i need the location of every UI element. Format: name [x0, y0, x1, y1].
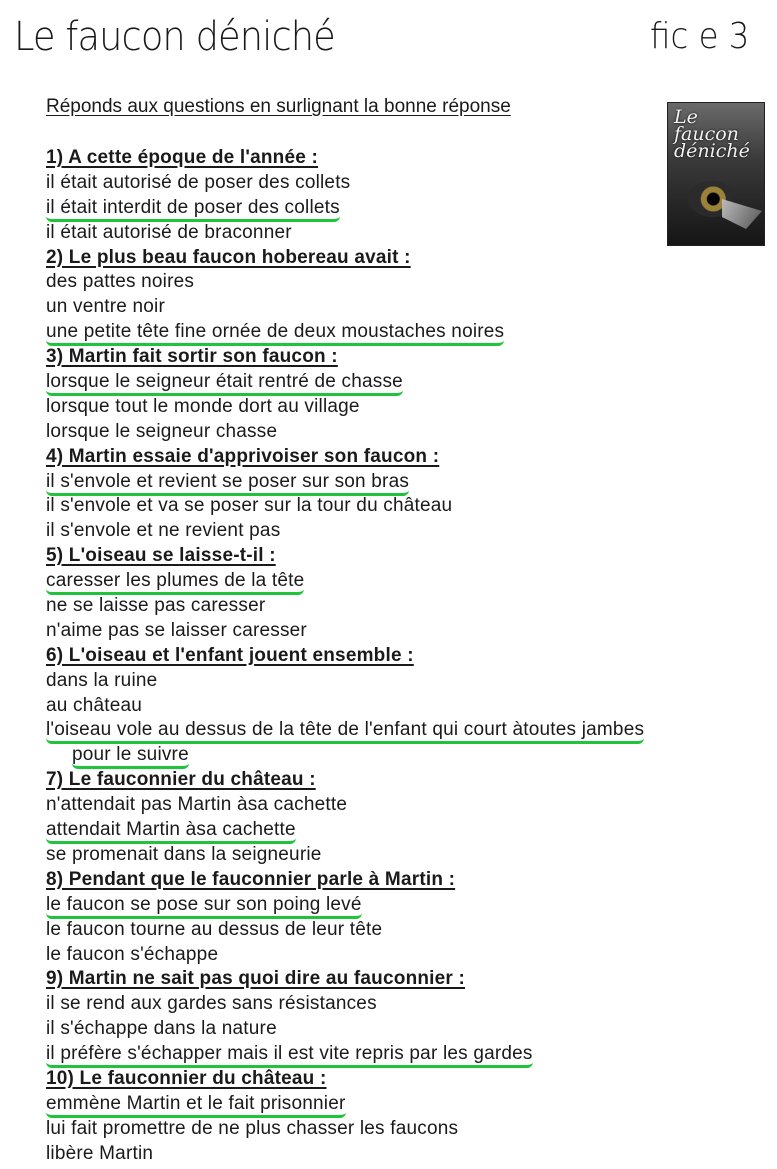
- answer-option[interactable]: [46, 694, 756, 719]
- answer-text: il s'envole et revient se poser sur son bras: [46, 471, 409, 496]
- answer-text: le faucon tourne au dessus de leur tête: [46, 918, 383, 940]
- answer-option-highlighted[interactable]: [46, 1042, 756, 1067]
- answer-option[interactable]: [46, 1117, 756, 1142]
- worksheet-title: Le faucon déniché: [14, 14, 335, 60]
- answer-option[interactable]: [46, 594, 756, 619]
- sheet-number: fic e 3: [649, 16, 749, 57]
- answer-option[interactable]: [46, 943, 756, 968]
- answer-option[interactable]: [46, 171, 756, 196]
- question-text: 8) Pendant que le fauconnier parle à Martin :: [46, 868, 456, 890]
- question-4: [46, 445, 756, 470]
- answer-text: le faucon s'échappe: [46, 943, 219, 965]
- answer-text: dans la ruine: [46, 669, 158, 691]
- answer-option[interactable]: [46, 843, 756, 868]
- answer-text: un ventre noir: [46, 296, 165, 318]
- answer-text: n'aime pas se laisser caresser: [46, 619, 307, 641]
- question-9: [46, 967, 756, 992]
- answer-option[interactable]: [46, 992, 756, 1017]
- book-cover-title: Le faucon déniché: [674, 106, 750, 162]
- answer-option-highlighted[interactable]: [46, 743, 756, 768]
- answer-option-highlighted[interactable]: [46, 569, 756, 594]
- answer-option[interactable]: [46, 793, 756, 818]
- question-list: [46, 146, 756, 1167]
- answer-option[interactable]: [46, 1017, 756, 1042]
- answer-text: des pattes noires: [46, 271, 195, 293]
- answer-text: il s'envole et va se poser sur la tour du château: [46, 495, 453, 517]
- question-8: [46, 868, 756, 893]
- answer-option[interactable]: [46, 395, 756, 420]
- answer-text: attendait Martin àsa cachette: [46, 819, 296, 844]
- answer-text: ne se laisse pas caresser: [46, 595, 266, 617]
- answer-text: il était autorisé de poser des collets: [46, 171, 351, 193]
- answer-option-highlighted[interactable]: [46, 370, 756, 395]
- answer-option-highlighted[interactable]: [46, 320, 756, 345]
- answer-text: il préfère s'échapper mais il est vite repris par les gardes: [46, 1043, 533, 1068]
- instructions: Réponds aux questions en surlignant la bonne réponse: [46, 96, 511, 117]
- answer-text: le faucon se pose sur son poing levé: [46, 894, 362, 919]
- question-5: [46, 544, 756, 569]
- answer-text: il était autorisé de braconner: [46, 221, 292, 243]
- answer-text: n'attendait pas Martin àsa cachette: [46, 794, 348, 816]
- answer-text: libère Martin: [46, 1142, 154, 1164]
- question-3: [46, 345, 756, 370]
- question-text: 2) Le plus beau faucon hobereau avait :: [46, 246, 411, 268]
- answer-text: se promenait dans la seigneurie: [46, 843, 322, 865]
- answer-option-highlighted[interactable]: [46, 718, 756, 743]
- question-1: [46, 146, 756, 171]
- answer-text: au château: [46, 694, 143, 716]
- question-7: [46, 768, 756, 793]
- answer-text: lui fait promettre de ne plus chasser les faucons: [46, 1117, 459, 1139]
- answer-text: l'oiseau vole au dessus de la tête de l'enfant qui court àtoutes jambes: [46, 719, 644, 744]
- answer-option[interactable]: [46, 1142, 756, 1167]
- answer-option[interactable]: [46, 494, 756, 519]
- answer-option[interactable]: [46, 619, 756, 644]
- question-6: [46, 644, 756, 669]
- question-2: [46, 246, 756, 271]
- answer-option[interactable]: [46, 918, 756, 943]
- answer-option[interactable]: [46, 295, 756, 320]
- question-10: [46, 1067, 756, 1092]
- question-text: 9) Martin ne sait pas quoi dire au fauconnier :: [46, 968, 466, 990]
- question-text: 4) Martin essaie d'apprivoiser son faucon :: [46, 445, 440, 467]
- answer-option-highlighted[interactable]: [46, 1092, 756, 1117]
- question-text: 3) Martin fait sortir son faucon :: [46, 346, 338, 368]
- answer-text: il s'envole et ne revient pas: [46, 520, 281, 542]
- answer-option-highlighted[interactable]: [46, 196, 756, 221]
- question-text: 1) A cette époque de l'année :: [46, 147, 318, 168]
- question-text: 6) L'oiseau et l'enfant jouent ensemble :: [46, 644, 414, 666]
- answer-text: lorsque le seigneur était rentré de chasse: [46, 371, 403, 396]
- answer-option-highlighted[interactable]: [46, 893, 756, 918]
- answer-option[interactable]: [46, 420, 756, 445]
- answer-option-highlighted[interactable]: [46, 818, 756, 843]
- answer-text: emmène Martin et le fait prisonnier: [46, 1093, 346, 1118]
- question-text: 10) Le fauconnier du château :: [46, 1067, 327, 1089]
- answer-text: une petite tête fine ornée de deux moustaches noires: [46, 321, 504, 346]
- answer-text: lorsque le seigneur chasse: [46, 420, 278, 442]
- answer-option[interactable]: [46, 519, 756, 544]
- question-text: 5) L'oiseau se laisse-t-il :: [46, 545, 276, 567]
- answer-text: pour le suivre: [72, 744, 189, 769]
- answer-text: il se rend aux gardes sans résistances: [46, 993, 377, 1015]
- answer-text: il s'échappe dans la nature: [46, 1018, 277, 1040]
- answer-option[interactable]: [46, 221, 756, 246]
- answer-text: lorsque tout le monde dort au village: [46, 395, 360, 417]
- answer-option[interactable]: [46, 669, 756, 694]
- answer-option-highlighted[interactable]: [46, 470, 756, 495]
- answer-text: caresser les plumes de la tête: [46, 570, 304, 595]
- answer-option[interactable]: [46, 270, 756, 295]
- question-text: 7) Le fauconnier du château :: [46, 769, 316, 791]
- answer-text: il était interdit de poser des collets: [46, 197, 340, 222]
